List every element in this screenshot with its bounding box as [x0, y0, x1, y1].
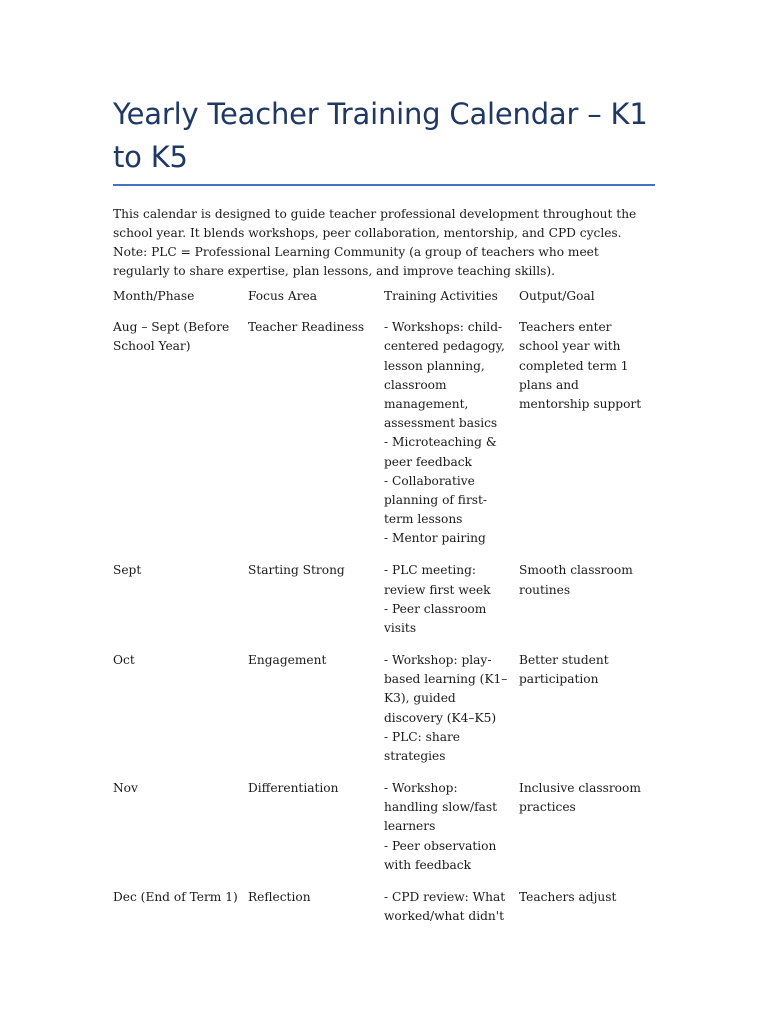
cell-goal: Teachers adjust — [519, 889, 617, 904]
cell-focus: Differentiation — [248, 781, 339, 796]
cell-goal: Inclusive classroom practices — [519, 781, 641, 815]
cell-activities — [384, 779, 519, 888]
cell-activities — [384, 651, 519, 779]
cell-month: Sept — [113, 563, 142, 578]
cell-month: Aug – Sept (Before School Year) — [113, 320, 230, 354]
activity-item: - PLC meeting: review first week — [384, 563, 491, 597]
document-title: Yearly Teacher Training Calendar – K1 to K5 — [113, 97, 648, 174]
training-calendar-table — [113, 287, 655, 939]
header-focus-area: Focus Area — [248, 289, 318, 303]
activity-item: - Microteaching & peer feedback — [384, 435, 497, 469]
document-page — [113, 0, 655, 924]
cell-goal: Better student participation — [519, 653, 609, 687]
table-row — [113, 651, 655, 779]
table-row — [113, 888, 655, 939]
table-row — [113, 318, 655, 561]
table-header-row — [113, 287, 655, 318]
cell-focus: Starting Strong — [248, 563, 345, 578]
activity-item: - Peer classroom visits — [384, 601, 487, 636]
activity-item: - CPD review: What worked/what didn't — [384, 889, 506, 924]
cell-month: Nov — [113, 781, 138, 796]
activity-item: - Mentor pairing — [384, 531, 486, 546]
header-month-phase: Month/Phase — [113, 289, 195, 303]
cell-activities — [384, 561, 519, 651]
cell-focus: Engagement — [248, 653, 327, 668]
activity-item: - Peer observation with feedback — [384, 838, 497, 872]
header-training-activities: Training Activities — [384, 289, 498, 303]
activity-item: - Workshop: play-based learning (K1–K3), guided discovery (K4–K5) — [384, 653, 508, 725]
cell-goal: Smooth classroom routines — [519, 563, 633, 597]
cell-activities — [384, 888, 519, 939]
activity-item: - Workshops: child-centered pedagogy, lesson planning, classroom management, assessment basics — [384, 320, 505, 431]
activity-item: - Workshop: handling slow/fast learners — [384, 781, 498, 834]
cell-focus: Teacher Readiness — [248, 320, 365, 335]
title-underline — [113, 184, 655, 186]
table-row — [113, 561, 655, 651]
activity-item: - PLC: share strategies — [384, 729, 460, 764]
cell-month: Dec (End of Term 1) — [113, 889, 238, 904]
cell-goal: Teachers enter school year with completed term 1 plans and mentorship support — [519, 320, 642, 412]
cell-activities — [384, 318, 519, 561]
intro-paragraph: This calendar is designed to guide teacher professional development throughout the school year. It blends workshops, peer collaboration, mentorship, and CPD cycles. Note: PLC = Professional Learning Community (a group of teachers who meet regularly to share expertise, plan lessons, and improve teaching skills). — [113, 207, 637, 278]
cell-focus: Reflection — [248, 889, 311, 904]
header-output-goal: Output/Goal — [519, 289, 595, 303]
activity-item: - Collaborative planning of first-term lessons — [384, 473, 488, 527]
cell-month: Oct — [113, 653, 135, 668]
table-row — [113, 779, 655, 888]
